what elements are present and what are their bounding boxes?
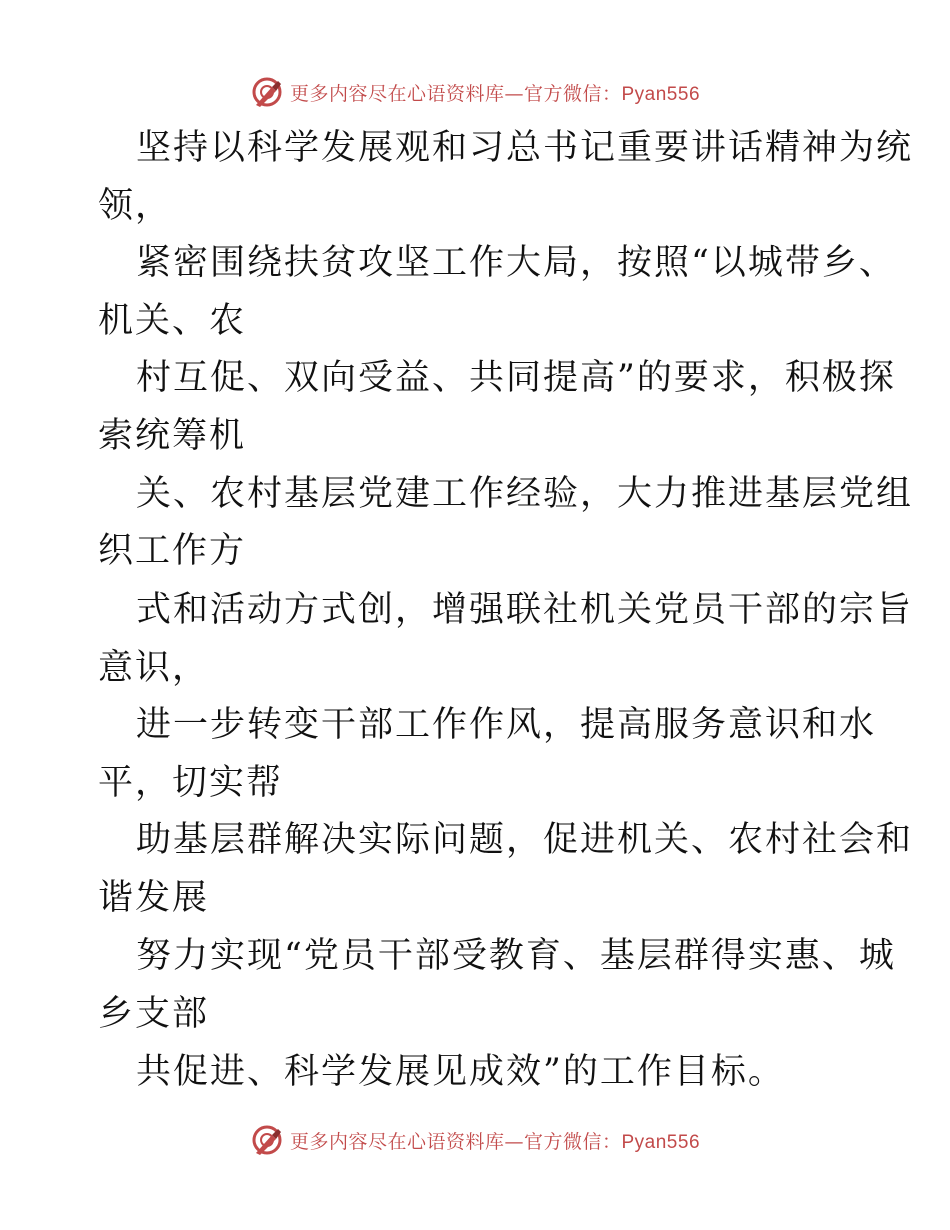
footer-banner-text (290, 1127, 700, 1154)
paragraph-line: 领， (98, 186, 173, 226)
paragraph-line: 机关、农 (98, 301, 247, 341)
pen-logo-icon (250, 1123, 284, 1157)
header-banner-prefix: 更多内容尽在心语资料库—官方微信： (289, 82, 622, 105)
footer-banner-id: Pyan556 (621, 1131, 701, 1153)
pen-logo-icon (250, 75, 284, 109)
footer-banner-prefix: 更多内容尽在心语资料库—官方微信： (289, 1130, 622, 1153)
paragraph-line: 紧密围绕扶贫攻坚工作大局，按照“以城带乡、 (136, 243, 896, 283)
paragraph-line: 谐发展 (98, 878, 210, 918)
header-banner-id: Pyan556 (621, 83, 701, 105)
paragraph-line: 进一步转变干部工作作风，提高服务意识和水 (136, 705, 877, 745)
paragraph-line: 平，切实帮 (98, 763, 284, 803)
paragraph-line: 意识， (98, 648, 210, 688)
paragraph-line: 村互促、双向受益、共同提高”的要求，积极探 (136, 358, 896, 398)
paragraph-line: 坚持以科学发展观和习总书记重要讲话精神为统 (136, 128, 914, 168)
paragraph-line: 索统筹机 (98, 416, 247, 456)
header-banner (0, 72, 950, 112)
paragraph-line: 乡支部 (98, 994, 210, 1034)
paragraph-line: 助基层群解决实际问题，促进机关、农村社会和 (136, 820, 914, 860)
paragraph-line: 共促进、科学发展见成效”的工作目标。 (136, 1052, 785, 1092)
paragraph-line: 式和活动方式创，增强联社机关党员干部的宗旨 (136, 590, 914, 630)
footer-banner (0, 1120, 950, 1160)
paragraph-line: 努力实现“党员干部受教育、基层群得实惠、城 (136, 936, 896, 976)
paragraph-line: 织工作方 (98, 531, 247, 571)
paragraph-line: 关、农村基层党建工作经验，大力推进基层党组 (136, 474, 914, 514)
header-banner-text (290, 79, 700, 106)
